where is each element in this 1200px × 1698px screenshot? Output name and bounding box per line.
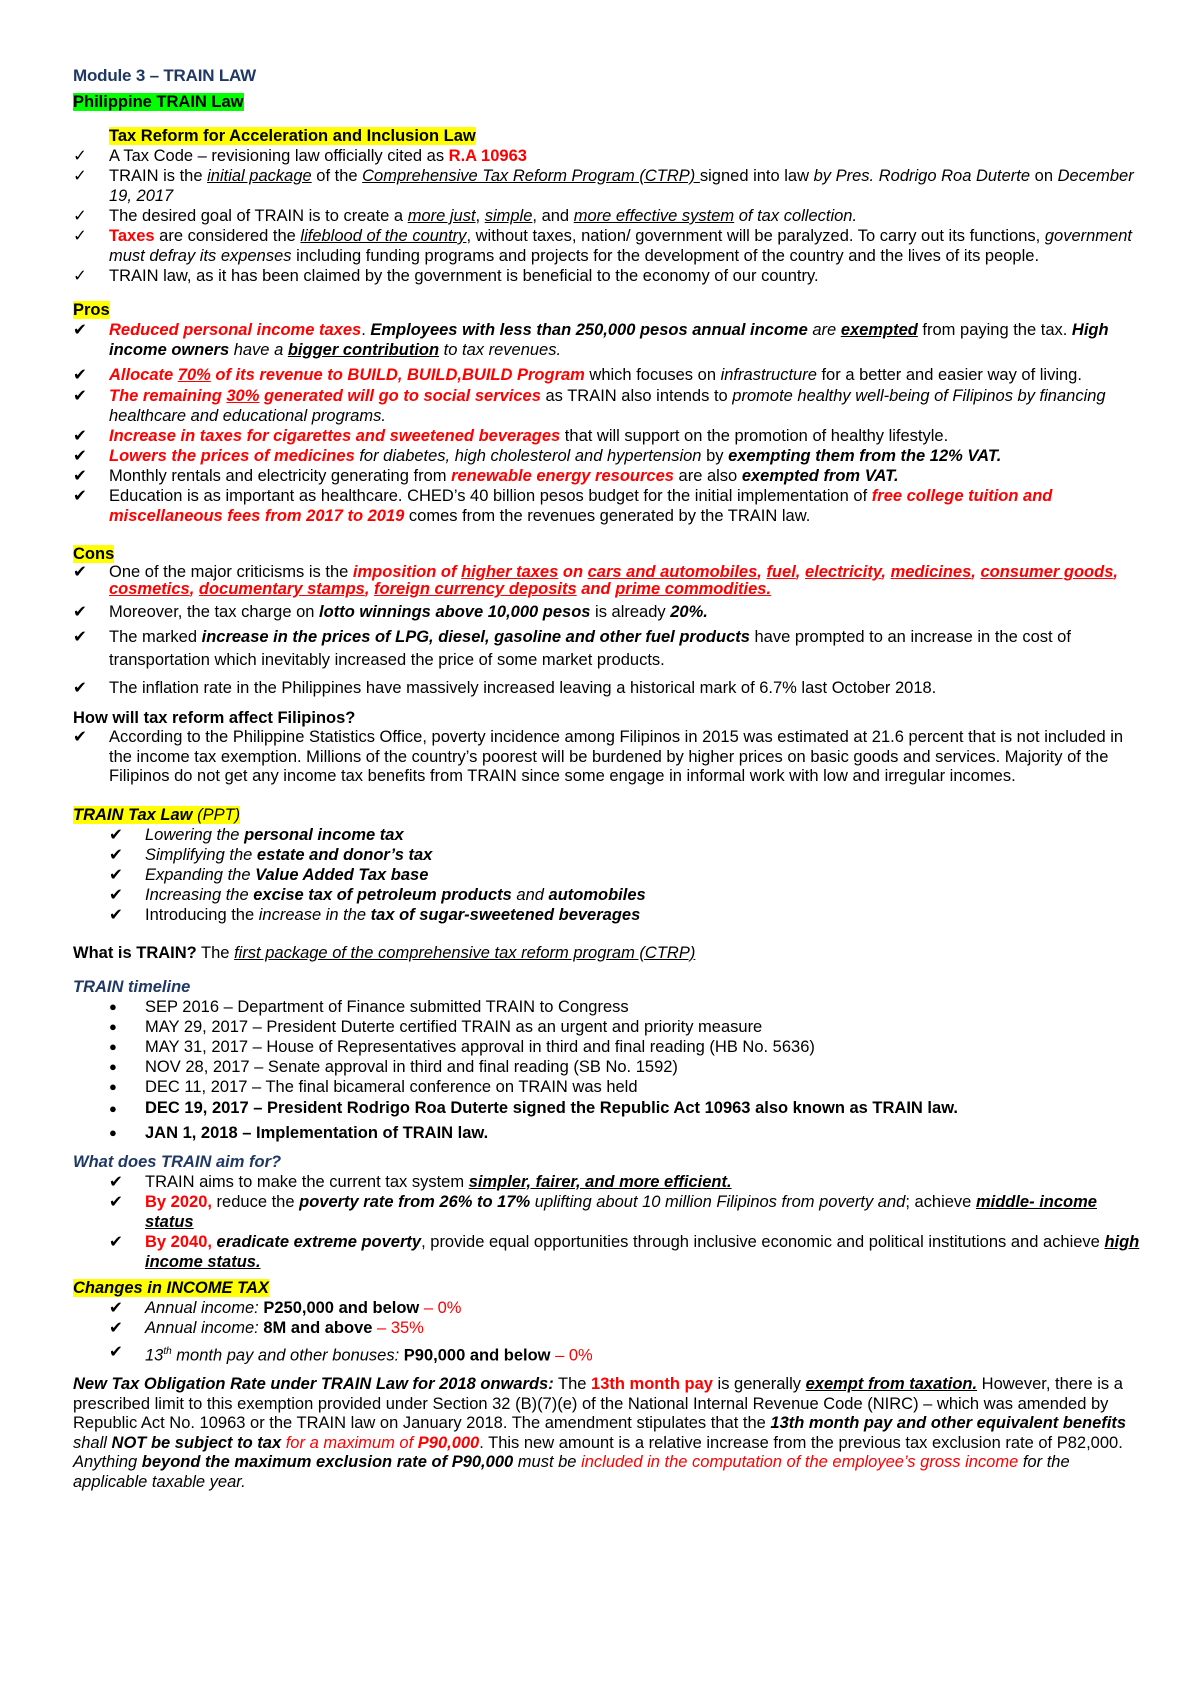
list-item: ✔ One of the major criticisms is the imposition of higher taxes on cars and automobiles, fuel, electricity, medicines, consumer goods, cosmetics, documentary stamps, foreign currency deposits and prime commodities. — [73, 563, 1118, 598]
check-icon: ✓ — [73, 147, 87, 165]
document-page — [73, 66, 1148, 1492]
list-item: ✓ TRAIN law, as it has been claimed by the government is beneficial to the economy of our country. — [73, 267, 819, 285]
bullet-icon: ● — [109, 1078, 117, 1094]
list-item: ✔ The inflation rate in the Philippines have massively increased leaving a historical mark of 6.7% last October 2018. — [73, 679, 937, 697]
list-item: ✔ TRAIN aims to make the current tax system simpler, fairer, and more efficient. — [109, 1172, 732, 1191]
list-item: ✔ Introducing the increase in the tax of sugar-sweetened beverages — [109, 905, 641, 924]
affect-heading: How will tax reform affect Filipinos? — [73, 709, 356, 727]
list-item: ✔ Increasing the excise tax of petroleum products and automobiles — [109, 885, 646, 904]
bullet-icon: ● — [109, 1038, 117, 1054]
timeline-item: ● MAY 31, 2017 – House of Representatives approval in third and final reading (HB No. 5636) — [109, 1037, 815, 1056]
check-icon: ✔ — [109, 1342, 123, 1361]
list-item: ✓ A Tax Code – revisioning law officially cited as R.A 10963 — [73, 147, 527, 165]
timeline-section — [73, 977, 1148, 1146]
income-tax-heading: Changes in INCOME TAX — [73, 1278, 269, 1297]
check-icon: ✔ — [109, 905, 123, 924]
list-item: ✔ Simplifying the estate and donor’s tax — [109, 845, 433, 864]
list-item: ✔ By 2040, eradicate extreme poverty, provide equal opportunities through inclusive economic and political institutions and achieve high income status. — [109, 1232, 1140, 1271]
list-item: ✔ The marked increase in the prices of LPG, diesel, gasoline and other fuel products have prompted to an increase in the cost of transportation which inevitably increased the price of some market products. — [73, 628, 1071, 669]
module-title: Module 3 – TRAIN LAW — [73, 66, 257, 85]
list-item: ✔ Monthly rentals and electricity generating from renewable energy resources are also exempted from VAT. — [73, 467, 899, 485]
aim-heading: What does TRAIN aim for? — [73, 1152, 282, 1171]
pros-section — [73, 300, 1148, 526]
list-item: ✔ Increase in taxes for cigarettes and sweetened beverages that will support on the promotion of healthy lifestyle. — [73, 427, 949, 445]
bullet-icon: ● — [109, 1018, 117, 1034]
check-icon: ✔ — [109, 865, 123, 884]
check-icon: ✓ — [73, 267, 87, 285]
check-icon: ✔ — [73, 447, 87, 465]
list-item: ✔ Annual income: 8M and above – 35% — [109, 1318, 424, 1337]
bullet-icon: ● — [109, 1058, 117, 1074]
check-icon: ✔ — [109, 885, 123, 904]
list-item: ✔ Allocate 70% of its revenue to BUILD, BUILD,BUILD Program which focuses on infrastructure for a better and easier way of living. — [73, 366, 1082, 384]
tax-law-section: TRAIN Tax Law (PPT) ✔ Lowering the personal income tax ✔ Simplifying the estate and donor’s tax ✔ Expanding the Value Added Tax base ✔ Increasing the excise tax of petroleum products and automobiles ✔ Introducing the increase in the tax of sugar-sweetened beverages — [73, 805, 1148, 925]
bullet-icon: ● — [109, 1124, 117, 1140]
bullet-icon: ● — [109, 998, 117, 1014]
list-item: ✔ According to the Philippine Statistics Office, poverty incidence among Filipinos in 2015 was estimated at 21.6 percent that is not included in the income tax exemption. Millions of the country’s poorest will be burdened by higher prices on basic goods and services. Majority of the Filipinos do not get any income tax benefits from TRAIN since some engage in informal work with low and irregular incomes. — [73, 728, 1124, 785]
check-icon: ✔ — [73, 487, 87, 505]
list-item: ✔ Moreover, the tax charge on lotto winnings above 10,000 pesos is already 20%. — [73, 603, 708, 621]
timeline-item: ● DEC 19, 2017 – President Rodrigo Roa Duterte signed the Republic Act 10963 also known as TRAIN law. — [73, 1097, 1148, 1120]
timeline-heading: TRAIN timeline — [73, 977, 191, 996]
intro-section — [73, 126, 1148, 286]
timeline-item: ● MAY 29, 2017 – President Duterte certified TRAIN as an urgent and priority measure — [109, 1017, 763, 1036]
bullet-icon: ● — [109, 1100, 117, 1116]
timeline-item: ● DEC 11, 2017 – The final bicameral conference on TRAIN was held — [109, 1077, 638, 1096]
check-icon: ✔ — [109, 1232, 123, 1251]
aim-section — [73, 1152, 1148, 1272]
check-icon: ✔ — [73, 387, 87, 405]
check-icon: ✔ — [73, 366, 87, 384]
check-icon: ✔ — [109, 1192, 123, 1211]
check-icon: ✔ — [109, 1172, 123, 1191]
list-item: ✔ Lowers the prices of medicines for diabetes, high cholesterol and hypertension by exempting them from the 12% VAT. — [73, 447, 1002, 465]
check-icon: ✔ — [73, 628, 87, 646]
pros-heading: Pros — [73, 301, 110, 319]
list-item: ✔ Annual income: P250,000 and below – 0% — [109, 1298, 462, 1317]
list-item: ✓ Taxes are considered the lifeblood of the country, without taxes, nation/ government will be paralyzed. To carry out its functions, government must defray its expenses including funding programs and projects for the development of the country and the lives of its people. — [73, 227, 1132, 265]
check-icon: ✔ — [73, 427, 87, 445]
document-subtitle: Philippine TRAIN Law — [73, 93, 244, 111]
check-icon: ✔ — [73, 321, 87, 339]
check-icon: ✔ — [109, 1318, 123, 1337]
check-icon: ✔ — [73, 467, 87, 485]
obligation-paragraph: New Tax Obligation Rate under TRAIN Law for 2018 onwards: The 13th month pay is generally exempt from taxation. However, there is a prescribed limit to this exemption provided under Section 32 (B)(7)(e) of the National Internal Revenue Code (NIRC) – which was amended by Republic Act No. 10963 or the TRAIN law on January 2018. The amendment stipulates that the 13th month pay and other equivalent benefits shall NOT be subject to tax for a maximum of P90,000. This new amount is a relative increase from the previous tax exclusion rate of P82,000. Anything beyond the maximum exclusion rate of P90,000 must be included in the computation of the employee’s gross income for the applicable taxable year. — [73, 1375, 1127, 1491]
what-is-train: What is TRAIN? The first package of the comprehensive tax reform program (CTRP) — [73, 943, 696, 962]
check-icon: ✔ — [109, 1298, 123, 1317]
timeline-item: ● NOV 28, 2017 – Senate approval in third and final reading (SB No. 1592) — [109, 1057, 678, 1076]
check-icon: ✔ — [109, 825, 123, 844]
intro-heading: Tax Reform for Acceleration and Inclusion Law — [109, 127, 476, 145]
list-item: ✔ 13th month pay and other bonuses: P90,000 and below – 0% — [109, 1342, 593, 1364]
list-item: ✔ The remaining 30% generated will go to social services as TRAIN also intends to promote healthy well-being of Filipinos by financing healthcare and educational programs. — [73, 387, 1106, 425]
check-icon: ✓ — [73, 227, 87, 245]
check-icon: ✔ — [73, 603, 87, 621]
tax-law-heading: TRAIN Tax Law — [73, 805, 193, 824]
list-item: ✔ Expanding the Value Added Tax base — [109, 865, 429, 884]
check-icon: ✔ — [73, 728, 87, 746]
check-icon: ✓ — [73, 207, 87, 225]
affect-section — [73, 708, 1148, 787]
list-item: ✔ Education is as important as healthcare. CHED’s 40 billion pesos budget for the initial implementation of free college tuition and miscellaneous fees from 2017 to 2019 comes from the revenues generated by the TRAIN law. — [73, 487, 1053, 525]
cons-section — [73, 544, 1148, 698]
list-item: ✓ TRAIN is the initial package of the Comprehensive Tax Reform Program (CTRP) signed into law by Pres. Rodrigo Roa Duterte on December 19, 2017 — [73, 167, 1134, 205]
check-icon: ✔ — [73, 679, 87, 697]
list-item: ✔ Reduced personal income taxes. Employees with less than 250,000 pesos annual income are exempted from paying the tax. High income owners have a bigger contribution to tax revenues. — [73, 321, 1109, 359]
check-icon: ✔ — [109, 845, 123, 864]
check-icon: ✓ — [73, 167, 87, 185]
cons-heading: Cons — [73, 545, 115, 563]
timeline-item: ● JAN 1, 2018 – Implementation of TRAIN law. — [73, 1120, 1148, 1146]
list-item: ✔ By 2020, reduce the poverty rate from 26% to 17% uplifting about 10 million Filipinos from poverty and; achieve middle- income status — [109, 1192, 1097, 1231]
list-item: ✔ Lowering the personal income tax — [109, 825, 404, 844]
income-tax-section — [73, 1278, 1148, 1366]
check-icon: ✔ — [73, 563, 87, 581]
list-item: ✓ The desired goal of TRAIN is to create a more just, simple, and more effective system of tax collection. — [73, 207, 858, 225]
timeline-item: ● SEP 2016 – Department of Finance submitted TRAIN to Congress — [109, 997, 629, 1016]
